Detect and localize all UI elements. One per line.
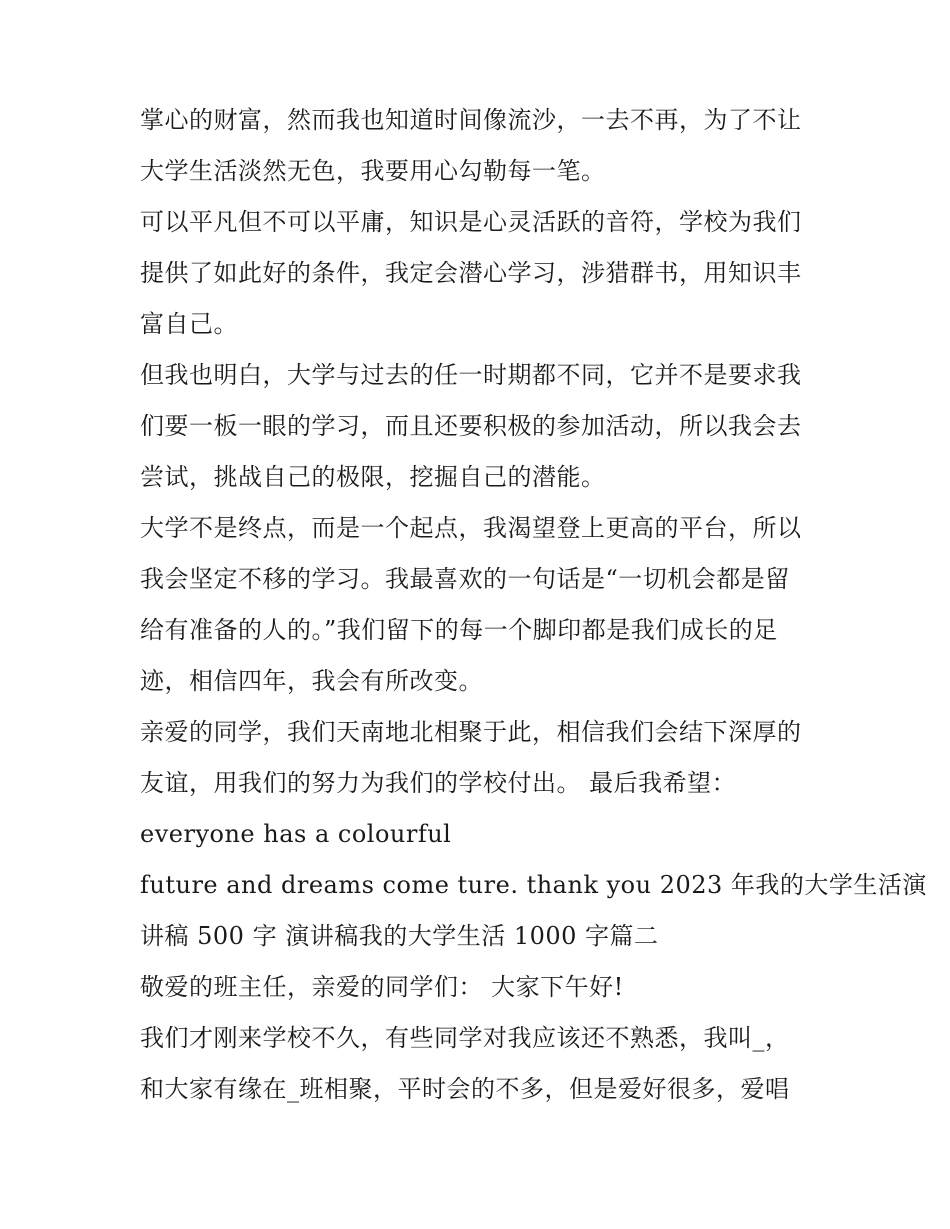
text-line: 迹，相信四年，我会有所改变。 [140,667,483,695]
text-line: 尝试，挑战自己的极限，挖掘自己的潜能。 [140,463,606,491]
text-line: 讲稿 500 字 演讲稿我的大学生活 1000 字篇二 [140,922,659,950]
text-line: future and dreams come ture. thank you 2023 年我的大学生活演 [140,871,927,899]
text-line: 们要一板一眼的学习，而且还要积极的参加活动，所以我会去 [140,412,802,440]
text-line: 我们才刚来学校不久，有些同学对我应该还不熟悉，我叫_， [140,1024,790,1052]
text-line: 给有准备的人的。”我们留下的每一个脚印都是我们成长的足 [140,616,778,644]
text-line: 掌心的财富，然而我也知道时间像流沙，一去不再，为了不让 [140,106,802,134]
text-line: 和大家有缘在_班相聚，平时会的不多，但是爱好很多，爱唱 [140,1075,790,1103]
text-line: 大学生活淡然无色，我要用心勾勒每一笔。 [140,157,606,185]
text-line: 富自己。 [140,310,238,338]
text-line: 提供了如此好的条件，我定会潜心学习，涉猎群书，用知识丰 [140,259,802,287]
text-line: 可以平凡但不可以平庸，知识是心灵活跃的音符，学校为我们 [140,208,802,236]
text-line: 友谊，用我们的努力为我们的学校付出。 最后我希望： [140,769,737,797]
text-line: 亲爱的同学，我们天南地北相聚于此，相信我们会结下深厚的 [140,718,802,746]
text-line: 敬爱的班主任，亲爱的同学们： 大家下午好! [140,973,624,1001]
text-line: 大学不是终点，而是一个起点，我渴望登上更高的平台，所以 [140,514,802,542]
text-line: 我会坚定不移的学习。我最喜欢的一句话是“一切机会都是留 [140,565,790,593]
text-line: 但我也明白，大学与过去的任一时期都不同，它并不是要求我 [140,361,802,389]
text-line: everyone has a colourful [140,820,452,848]
